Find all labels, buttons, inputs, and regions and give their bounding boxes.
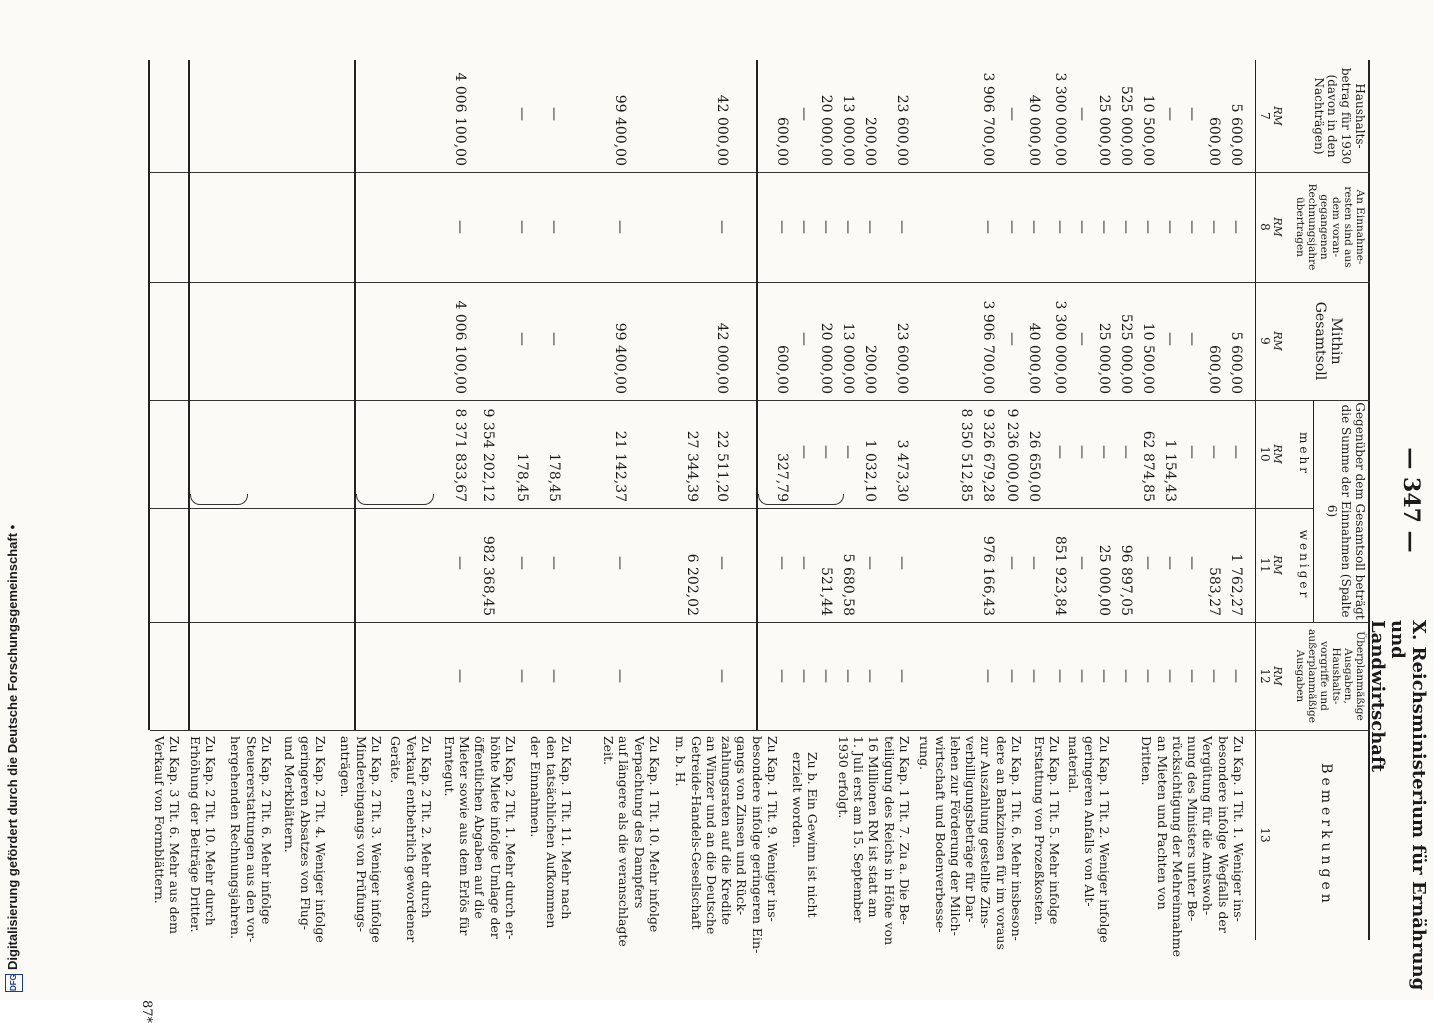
table-cell-c12: — [452, 669, 468, 683]
table-cell-c11: 96 897,05 [1118, 544, 1134, 616]
table-cell-c7: — [1184, 107, 1200, 121]
table-cell-c11: 1 762,27 [1228, 553, 1244, 616]
remark-4: Zu Kap. 1 Tit. 6. Mehr insbeson- dere an Bankzinsen für im voraus zur Auszahlung gestellte Zins- verbilligungsbeträge für Dar- lehen zur Förderung der Milch- wirtschaft und Bodenverbesse- rung. [917, 736, 1024, 950]
table-cell-c10: 9 236 000,00 [1004, 408, 1020, 502]
table-cell-c11: — [1026, 556, 1042, 570]
table-cell-c9: 600,00 [774, 345, 790, 394]
table-cell-c7: 600,00 [1206, 117, 1222, 166]
table-cell-c9: — [1074, 332, 1090, 346]
table-cell-c9: — [1184, 332, 1200, 346]
table-cell-c9: — [1162, 332, 1178, 346]
remark-8: Zu Kap. 1 Tit. 10. Mehr infolge Verpachtung des Dampfers auf längere als die veranschlagte Zeit. [601, 736, 662, 947]
table-cell-c12: — [714, 669, 730, 683]
table-cell-c8: — [818, 220, 834, 234]
remark-5: Zu Kap. 1 Tit. 7. Zu a. Die Be- teiligung des Reichs in Höhe von 16 Millionen RM ist statt am 1. Juli erst am 15. September 1930 erfolgt. [836, 736, 912, 946]
table-cell-c10: — [1052, 445, 1068, 459]
colhead-10: mehr [1297, 432, 1311, 476]
remark-14: Zu Kap. 2 Tit. 6. Mehr infolge Steuererstattungen aus den vor- hergehenden Rechnungsjahren. [228, 736, 274, 943]
table-cell-c11: 982 368,45 [480, 535, 496, 616]
colhead-13: Bemerkungen [1318, 763, 1334, 907]
table-cell-c12: — [612, 669, 628, 683]
colnum-7: 7 [1258, 112, 1272, 120]
table-cell-c12: — [1206, 669, 1222, 683]
table-cell-c11: — [514, 556, 530, 570]
table-cell-c7: 99 400,00 [612, 94, 628, 166]
col-sep-9-10 [150, 400, 1370, 401]
table-cell-c7: 42 000,00 [714, 94, 730, 166]
table-cell-c9: 40 000,00 [1026, 322, 1042, 394]
table-cell-c10: 62 874,85 [1140, 430, 1156, 502]
remark-2: Zu Kap. 1 Tit. 2. Weniger infolge geringeren Anfalls von Alt- material. [1066, 736, 1112, 943]
table-cell-c10: — [818, 445, 834, 459]
colnum-8: 8 [1258, 223, 1272, 231]
remark-6: Zu b. Ein Gewinn ist nicht erzielt worden. [789, 752, 820, 918]
brace-chapter-3 [190, 494, 248, 505]
table-cell-c7: — [1162, 107, 1178, 121]
chapter-2-rule [354, 60, 356, 730]
remark-12: Zu Kap. 2 Tit. 3. Weniger infolge Mindereingangs von Prüfungs- anträgen. [338, 736, 384, 943]
table-cell-c8: — [1052, 220, 1068, 234]
table-cell-c9: 13 000,00 [840, 322, 856, 394]
table-cell-c11: — [546, 556, 562, 570]
table-cell-c10: 178,45 [546, 453, 562, 502]
table-cell-c12: — [980, 669, 996, 683]
table-cell-c12: — [1052, 669, 1068, 683]
remark-16: Zu Kap. 3 Tit. 6. Mehr aus dem Verkauf von Formblättern. [151, 736, 182, 934]
table-cell-c10: 3 473,30 [894, 439, 910, 502]
table-cell-c11: — [1184, 556, 1200, 570]
table-cell-c12: — [514, 669, 530, 683]
table-cell-c10: 178,45 [514, 453, 530, 502]
table-cell-c12: — [1228, 669, 1244, 683]
table-cell-c10: 1 032,10 [862, 439, 878, 502]
colnum-10: 10 [1258, 446, 1272, 462]
table-cell-c11: — [612, 556, 628, 570]
table-cell-c8: — [1184, 220, 1200, 234]
table-cell-c12: — [840, 669, 856, 683]
table-cell-c11: — [862, 556, 878, 570]
table-cell-c10: — [1074, 445, 1090, 459]
table-cell-c11: — [894, 556, 910, 570]
col-sep-8-9 [150, 282, 1370, 283]
table-cell-c9: 3 300 000,00 [1052, 300, 1068, 394]
table-cell-c8: — [546, 220, 562, 234]
table-cell-c7: — [514, 107, 530, 121]
group-head-rule [1313, 400, 1314, 622]
table-cell-c10: 9 326 679,28 [980, 408, 996, 502]
unit-12: RM [1271, 666, 1284, 686]
table-cell-c10: 327,79 [774, 453, 790, 502]
table-cell-c7: — [1074, 107, 1090, 121]
table-cell-c9: 25 000,00 [1096, 322, 1112, 394]
table-cell-c9: — [514, 332, 530, 346]
table-cell-c12: — [774, 669, 790, 683]
colnum-12: 12 [1258, 668, 1272, 684]
colhead-12: Überplanmäßige Ausgaben, Haushalts- vorgriffe und außerplanmäßige Ausgaben [1293, 629, 1366, 723]
digitization-credit: Digitalisierung gefördert durch die Deutsche Forschungsgemeinschaft • [5, 524, 20, 970]
table-cell-c7: 10 500,00 [1140, 94, 1156, 166]
table-cell-c10: — [1096, 445, 1112, 459]
table-cell-c11: — [452, 556, 468, 570]
table-cell-c11: — [1162, 556, 1178, 570]
remark-3: Zu Kap. 1 Tit. 5. Mehr infolge Erstattung von Prozeßkosten. [1031, 736, 1062, 925]
table-cell-c8: — [1118, 220, 1134, 234]
table-cell-c7: 23 600,00 [894, 94, 910, 166]
table-cell-c10: 21 142,37 [612, 430, 628, 502]
table-cell-c12: — [1004, 669, 1020, 683]
table-cell-c11: — [1140, 556, 1156, 570]
col-sep-10-11 [150, 508, 1314, 509]
remark-15: Zu Kap. 2 Tit. 10. Mehr durch Erhöhung der Beiträge Dritter. [187, 736, 218, 933]
remark-13: Zu Kap. 2 Tit. 4. Weniger infolge geringeren Absatzes von Flug- und Merkblättern. [282, 736, 328, 943]
table-cell-c8: — [1140, 220, 1156, 234]
table-cell-c12: — [1162, 669, 1178, 683]
table-cell-c11: 521,44 [818, 567, 834, 616]
colhead-9: Mithin Gesamtsoll [1311, 301, 1344, 381]
table-cell-c10: — [1184, 445, 1200, 459]
table-cell-c7: 525 000,00 [1118, 85, 1134, 166]
unit-7: RM [1271, 106, 1284, 126]
col-sep-11-12 [150, 622, 1370, 623]
table-cell-c10: — [840, 445, 856, 459]
colhead-8: An Einnahme- resten sind aus dem voran- gegangenen Rechnungsjahre übertragen [1293, 183, 1366, 271]
brace-chapter-1 [758, 494, 844, 505]
sheet-number: 87* [139, 1000, 154, 1023]
table-cell-c9: 4 006 100,00 [452, 300, 468, 394]
unit-10: RM [1271, 444, 1284, 464]
table-header-rule [1255, 60, 1256, 940]
table-cell-c11: 583,27 [1206, 567, 1222, 616]
table-cell-c10: 27 344,39 [684, 430, 700, 502]
group-head: Gegenüber dem Gesamtsoll beträgt die Summe der Einnahmen (Spalte 6) [1325, 402, 1367, 620]
table-cell-c8: — [774, 220, 790, 234]
table-bottom-rule [148, 60, 150, 730]
section-heading [1366, 620, 1428, 1020]
table-cell-c9: 525 000,00 [1118, 313, 1134, 394]
table-cell-c9: 20 000,00 [818, 322, 834, 394]
table-cell-c10: — [1206, 445, 1222, 459]
table-cell-c7: 25 000,00 [1096, 94, 1112, 166]
remark-1: Zu Kap. 1 Tit. 1. Weniger ins- besondere infolge Wegfalls der Vergütung für die Amtswoh- nung des Ministers unter Be- rücksichtigung der Mehreinnahme an Mieten und Pachten von Dritten. [1139, 736, 1246, 957]
table-cell-c10: — [1118, 445, 1134, 459]
colhead-7: Haushalts- betrag für 1930 (davon in den Nachträgen) [1311, 67, 1367, 165]
table-cell-c8: — [1004, 220, 1020, 234]
table-cell-c7: — [796, 107, 812, 121]
table-cell-c12: — [894, 669, 910, 683]
table-cell-c9: — [796, 332, 812, 346]
table-cell-c12: — [1096, 669, 1112, 683]
table-cell-c10: 8 371 833,67 [452, 408, 468, 502]
unit-11: RM [1271, 555, 1284, 575]
table-cell-c8: — [862, 220, 878, 234]
remark-10: Zu Kap. 2 Tit. 1. Mehr durch er- höhte Miete infolge Umlage der öffentlichen Abgaben auf die Mieter sowie aus dem Erlös für Erntegut. [442, 736, 518, 940]
table-cell-c9: 200,00 [862, 345, 878, 394]
table-cell-c8: — [1206, 220, 1222, 234]
table-cell-c10: 9 354 202,12 [480, 408, 496, 502]
table-cell-c9: — [546, 332, 562, 346]
table-cell-c7: 600,00 [774, 117, 790, 166]
table-cell-c7: 40 000,00 [1026, 94, 1042, 166]
dfg-logo: DFG [5, 974, 23, 992]
colnum-13: 13 [1258, 827, 1272, 843]
table-cell-c8: — [1162, 220, 1178, 234]
table-cell-c8: — [1026, 220, 1042, 234]
table-cell-c7: — [546, 107, 562, 121]
col-sep-7-8 [150, 172, 1370, 173]
table-cell-c8: — [1228, 220, 1244, 234]
table-cell-c11: 851 923,84 [1052, 535, 1068, 616]
table-cell-c11: — [796, 556, 812, 570]
table-cell-c7: 13 000,00 [840, 94, 856, 166]
table-top-rule [1368, 60, 1370, 940]
chapter-1-rule [756, 60, 758, 730]
table-cell-c10: — [796, 445, 812, 459]
section-heading-line-1: X. Reichsministerium für Ernährung und [1387, 620, 1429, 991]
table-cell-c9: 3 906 700,00 [980, 300, 996, 394]
table-cell-c9: — [1004, 332, 1020, 346]
table-cell-c11: — [714, 556, 730, 570]
table-cell-c9: 42 000,00 [714, 322, 730, 394]
table-cell-c12: — [1184, 669, 1200, 683]
table-cell-c9: 23 600,00 [894, 322, 910, 394]
table-cell-c8: — [1074, 220, 1090, 234]
table-cell-c7: 3 906 700,00 [980, 72, 996, 166]
table-cell-c8: — [980, 220, 996, 234]
table-cell-c10: — [1228, 445, 1244, 459]
total-rule [188, 60, 190, 730]
section-heading-line-2: Landwirtschaft [1366, 620, 1388, 773]
table-cell-c11: 976 166,43 [980, 535, 996, 616]
digitization-footer [0, 0, 26, 1000]
table-cell-c7: 200,00 [862, 117, 878, 166]
table-cell-c12: — [862, 669, 878, 683]
table-cell-c12: — [796, 669, 812, 683]
table-cell-c10: 26 650,00 [1026, 430, 1042, 502]
table-cell-c8: — [796, 220, 812, 234]
table-cell-c9: 600,00 [1206, 345, 1222, 394]
table-cell-c11: — [1004, 556, 1020, 570]
brace-chapter-2 [356, 494, 434, 505]
table-cell-c10: 8 350 512,85 [958, 408, 974, 502]
table-cell-c12: — [1140, 669, 1156, 683]
page-number: — 347 — [1398, 447, 1424, 553]
table-cell-c11: 5 680,58 [840, 553, 856, 616]
colnum-9: 9 [1258, 337, 1272, 345]
table-cell-c9: 5 600,00 [1228, 331, 1244, 394]
table-cell-c7: 4 006 100,00 [452, 72, 468, 166]
table-cell-c7: — [1004, 107, 1020, 121]
table-cell-c9: 10 500,00 [1140, 322, 1156, 394]
table-cell-c7: 20 000,00 [818, 94, 834, 166]
remark-11: Zu Kap. 2 Tit. 2. Mehr durch Verkauf entbehrlich gewordener Geräte. [388, 736, 434, 943]
table-cell-c12: — [1074, 669, 1090, 683]
table-cell-c11: 25 000,00 [1096, 544, 1112, 616]
table-cell-c8: — [840, 220, 856, 234]
table-cell-c10: 1 154,43 [1162, 439, 1178, 502]
table-cell-c8: — [714, 220, 730, 234]
table-cell-c8: — [894, 220, 910, 234]
table-cell-c9: 99 400,00 [612, 322, 628, 394]
table-cell-c8: — [514, 220, 530, 234]
table-cell-c11: 6 202,02 [684, 553, 700, 616]
unit-8: RM [1271, 217, 1284, 237]
table-cell-c8: — [612, 220, 628, 234]
table-cell-c12: — [818, 669, 834, 683]
colnum-11: 11 [1258, 557, 1272, 573]
colhead-11: weniger [1297, 529, 1311, 601]
table-cell-c10: 22 511,20 [714, 430, 730, 502]
table-cell-c8: — [452, 220, 468, 234]
table-cell-c7: 3 300 000,00 [1052, 72, 1068, 166]
table-cell-c11: — [774, 556, 790, 570]
table-cell-c11: — [1074, 556, 1090, 570]
table-cell-c8: — [1096, 220, 1112, 234]
remark-7: Zu Kap. 1 Tit. 9. Weniger ins- besondere infolge geringeren Ein- gangs von Zinsen und Rück- zahlungsraten auf die Kredite an Winzer und an die Deutsche Getreide-Handels-Gesellschaft m. b. H. [673, 736, 780, 954]
remark-9: Zu Kap. 1 Tit. 11. Mehr nach den tatsächlichen Aufkommen der Einnahmen. [528, 736, 574, 929]
unit-9: RM [1271, 331, 1284, 351]
table-cell-c12: — [546, 669, 562, 683]
table-cell-c7: 5 600,00 [1228, 103, 1244, 166]
table-cell-c12: — [1026, 669, 1042, 683]
table-cell-c12: — [1118, 669, 1134, 683]
col-sep-12-13 [150, 730, 1370, 731]
